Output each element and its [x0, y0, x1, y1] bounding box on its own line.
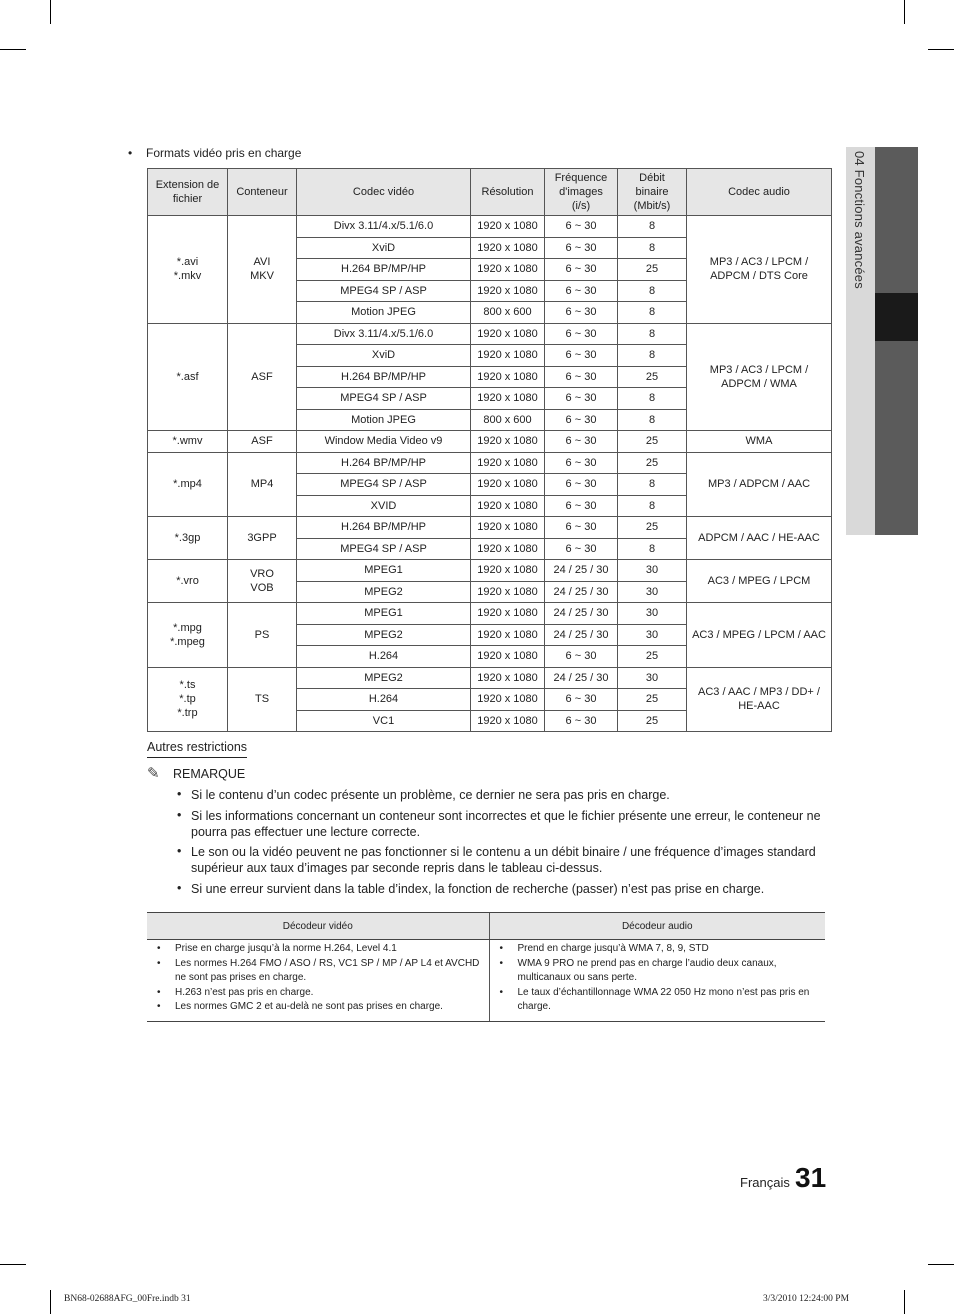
table-row	[148, 431, 832, 453]
header-extension: Extension de fichier	[148, 169, 228, 216]
note-heading: ✎ REMARQUE	[147, 765, 246, 782]
cell-resolution: 1920 x 1080	[471, 259, 545, 281]
cell-bitrate: 8	[618, 323, 687, 345]
page-number: 31	[795, 1162, 827, 1193]
cell-resolution: 1920 x 1080	[471, 603, 545, 625]
decoder-table	[147, 912, 825, 1022]
cell-extension: *.asf	[148, 323, 228, 431]
cell-frame-rate: 6 ~ 30	[545, 689, 618, 711]
audio-decoder-header: Décodeur audio	[489, 913, 825, 940]
cell-video-codec: MPEG4 SP / ASP	[297, 280, 471, 302]
cell-video-codec: H.264 BP/MP/HP	[297, 517, 471, 539]
crop-mark	[0, 49, 26, 50]
list-item-text: Prend en charge jusqu’à WMA 7, 8, 9, STD	[517, 943, 709, 954]
print-slug-date: 3/3/2010 12:24:00 PM	[763, 1294, 850, 1304]
cell-extension: *.vro	[148, 560, 228, 603]
cell-video-codec: Motion JPEG	[297, 302, 471, 324]
list-item	[153, 957, 483, 986]
cell-container: TS	[228, 667, 297, 732]
cell-audio-codec: WMA	[687, 431, 832, 453]
note-item	[175, 787, 825, 803]
crop-mark	[0, 1264, 26, 1265]
cell-resolution: 1920 x 1080	[471, 431, 545, 453]
cell-frame-rate: 6 ~ 30	[545, 366, 618, 388]
crop-mark	[928, 49, 954, 50]
cell-container: ASF	[228, 431, 297, 453]
cell-container: AVI MKV	[228, 216, 297, 324]
cell-bitrate: 8	[618, 237, 687, 259]
cell-extension: *.wmv	[148, 431, 228, 453]
cell-bitrate: 8	[618, 474, 687, 496]
cell-resolution: 1920 x 1080	[471, 560, 545, 582]
table-row	[148, 216, 832, 238]
cell-resolution: 1920 x 1080	[471, 237, 545, 259]
bullet: •	[499, 943, 504, 954]
cell-resolution: 1920 x 1080	[471, 689, 545, 711]
cell-video-codec: H.264	[297, 689, 471, 711]
cell-container: MP4	[228, 452, 297, 517]
crop-mark	[50, 0, 51, 24]
cell-video-codec: MPEG1	[297, 560, 471, 582]
footer-language: Français	[740, 1175, 790, 1190]
cell-extension: *.mp4	[148, 452, 228, 517]
cell-frame-rate: 6 ~ 30	[545, 409, 618, 431]
crop-mark	[904, 1290, 905, 1314]
cell-resolution: 1920 x 1080	[471, 323, 545, 345]
note-text: Si le contenu d’un codec présente un problème, ce dernier ne sera pas pris en charge.	[191, 788, 670, 802]
cell-resolution: 1920 x 1080	[471, 517, 545, 539]
table-row	[148, 323, 832, 345]
bullet: •	[499, 957, 504, 969]
cell-audio-codec: MP3 / AC3 / LPCM / ADPCM / DTS Core	[687, 216, 832, 324]
cell-audio-codec: ADPCM / AAC / HE-AAC	[687, 517, 832, 560]
cell-video-codec: H.264 BP/MP/HP	[297, 259, 471, 281]
list-item	[153, 1000, 483, 1015]
cell-bitrate: 8	[618, 388, 687, 410]
chapter-label: 04 Fonctions avancées	[852, 151, 867, 289]
section-title: • Formats vidéo pris en charge	[128, 146, 302, 160]
cell-resolution: 1920 x 1080	[471, 280, 545, 302]
cell-frame-rate: 6 ~ 30	[545, 323, 618, 345]
cell-bitrate: 8	[618, 216, 687, 238]
header-frame-rate: Fréquence d'images (i/s)	[545, 169, 618, 216]
table-row	[148, 452, 832, 474]
header-resolution: Résolution	[471, 169, 545, 216]
cell-video-codec: H.264 BP/MP/HP	[297, 452, 471, 474]
cell-resolution: 1920 x 1080	[471, 474, 545, 496]
cell-bitrate: 25	[618, 517, 687, 539]
cell-bitrate: 25	[618, 366, 687, 388]
cell-resolution: 1920 x 1080	[471, 452, 545, 474]
cell-container: ASF	[228, 323, 297, 431]
notes-list	[175, 787, 825, 901]
bullet: •	[177, 807, 182, 822]
cell-video-codec: MPEG2	[297, 624, 471, 646]
cell-extension: *.ts *.tp *.trp	[148, 667, 228, 732]
cell-frame-rate: 6 ~ 30	[545, 259, 618, 281]
note-item	[175, 844, 825, 876]
cell-bitrate: 30	[618, 624, 687, 646]
cell-bitrate: 25	[618, 431, 687, 453]
list-item-text: H.263 n’est pas pris en charge.	[175, 986, 314, 998]
cell-resolution: 1920 x 1080	[471, 710, 545, 732]
cell-video-codec: MPEG4 SP / ASP	[297, 538, 471, 560]
bullet: •	[157, 986, 161, 998]
cell-resolution: 1920 x 1080	[471, 538, 545, 560]
cell-audio-codec: AC3 / MPEG / LPCM	[687, 560, 832, 603]
cell-frame-rate: 24 / 25 / 30	[545, 667, 618, 689]
cell-bitrate: 30	[618, 581, 687, 603]
list-item	[496, 942, 820, 957]
bullet: •	[157, 1001, 161, 1012]
note-text: Le son ou la vidéo peuvent ne pas fonctionner si le contenu a un débit binaire / une fréquence d’images standard supérieur aux taux d’images par seconde repris dans le tableau ci-dessus.	[191, 845, 816, 875]
cell-bitrate: 25	[618, 646, 687, 668]
cell-frame-rate: 6 ~ 30	[545, 302, 618, 324]
cell-extension: *.avi *.mkv	[148, 216, 228, 324]
cell-bitrate: 8	[618, 280, 687, 302]
cell-bitrate: 25	[618, 452, 687, 474]
cell-resolution: 1920 x 1080	[471, 624, 545, 646]
bullet: •	[128, 146, 133, 160]
cell-frame-rate: 24 / 25 / 30	[545, 560, 618, 582]
cell-frame-rate: 6 ~ 30	[545, 388, 618, 410]
cell-video-codec: Divx 3.11/4.x/5.1/6.0	[297, 216, 471, 238]
cell-video-codec: Window Media Video v9	[297, 431, 471, 453]
cell-resolution: 1920 x 1080	[471, 581, 545, 603]
crop-mark	[928, 1264, 954, 1265]
cell-bitrate: 30	[618, 560, 687, 582]
chapter-marker	[875, 293, 918, 341]
bullet: •	[157, 957, 161, 969]
bullet: •	[177, 880, 182, 895]
cell-resolution: 800 x 600	[471, 302, 545, 324]
supported-formats-table	[147, 168, 832, 732]
note-text: Si une erreur survient dans la table d’index, la fonction de recherche (passer) n’est pas prise en charge.	[191, 881, 765, 896]
cell-extension: *.mpg *.mpeg	[148, 603, 228, 668]
cell-frame-rate: 6 ~ 30	[545, 431, 618, 453]
video-decoder-list	[147, 940, 489, 1022]
list-item	[496, 957, 820, 986]
cell-container: VRO VOB	[228, 560, 297, 603]
cell-frame-rate: 24 / 25 / 30	[545, 603, 618, 625]
crop-mark	[50, 1290, 51, 1314]
cell-video-codec: Motion JPEG	[297, 409, 471, 431]
cell-frame-rate: 6 ~ 30	[545, 538, 618, 560]
header-container: Conteneur	[228, 169, 297, 216]
note-text: Si les informations concernant un conteneur sont incorrectes et que le fichier présente une erreur, le conteneur ne pourra pas effectuer une lecture correcte.	[191, 808, 821, 839]
bullet: •	[177, 844, 182, 858]
cell-frame-rate: 6 ~ 30	[545, 495, 618, 517]
pencil-icon: ✎	[147, 765, 160, 782]
section-heading: Autres restrictions	[147, 740, 247, 758]
cell-video-codec: Divx 3.11/4.x/5.1/6.0	[297, 323, 471, 345]
header-video-codec: Codec vidéo	[297, 169, 471, 216]
cell-audio-codec: AC3 / AAC / MP3 / DD+ / HE-AAC	[687, 667, 832, 732]
cell-bitrate: 8	[618, 302, 687, 324]
cell-video-codec: MPEG2	[297, 667, 471, 689]
list-item-text: Les normes H.264 FMO / ASO / RS, VC1 SP / MP / AP L4 et AVCHD ne sont pas prises en charge.	[175, 957, 480, 983]
list-item	[153, 942, 483, 957]
bullet: •	[499, 986, 504, 998]
cell-video-codec: MPEG2	[297, 581, 471, 603]
cell-video-codec: XviD	[297, 345, 471, 367]
cell-frame-rate: 24 / 25 / 30	[545, 581, 618, 603]
cell-frame-rate: 6 ~ 30	[545, 646, 618, 668]
cell-video-codec: H.264 BP/MP/HP	[297, 366, 471, 388]
cell-resolution: 1920 x 1080	[471, 216, 545, 238]
cell-video-codec: MPEG4 SP / ASP	[297, 388, 471, 410]
cell-container: PS	[228, 603, 297, 668]
cell-bitrate: 30	[618, 603, 687, 625]
cell-audio-codec: MP3 / AC3 / LPCM / ADPCM / WMA	[687, 323, 832, 431]
cell-resolution: 1920 x 1080	[471, 388, 545, 410]
cell-frame-rate: 6 ~ 30	[545, 216, 618, 238]
cell-video-codec: MPEG1	[297, 603, 471, 625]
list-item-text: WMA 9 PRO ne prend pas en charge l’audio deux canaux, multicanaux ou sans perte.	[517, 957, 777, 983]
print-slug-file: BN68-02688AFG_00Fre.indb 31	[64, 1294, 191, 1304]
cell-video-codec: H.264	[297, 646, 471, 668]
cell-bitrate: 25	[618, 259, 687, 281]
list-item-text: Les normes GMC 2 et au-delà ne sont pas prises en charge.	[175, 1001, 443, 1012]
cell-bitrate: 8	[618, 409, 687, 431]
cell-container: 3GPP	[228, 517, 297, 560]
cell-frame-rate: 6 ~ 30	[545, 452, 618, 474]
cell-audio-codec: AC3 / MPEG / LPCM / AAC	[687, 603, 832, 668]
cell-frame-rate: 6 ~ 30	[545, 710, 618, 732]
cell-bitrate: 30	[618, 667, 687, 689]
cell-frame-rate: 24 / 25 / 30	[545, 624, 618, 646]
cell-video-codec: VC1	[297, 710, 471, 732]
cell-resolution: 1920 x 1080	[471, 366, 545, 388]
note-item	[175, 881, 825, 897]
table-header-row	[148, 169, 832, 216]
list-item	[153, 986, 483, 1001]
cell-video-codec: XVID	[297, 495, 471, 517]
header-audio-codec: Codec audio	[687, 169, 832, 216]
cell-frame-rate: 6 ~ 30	[545, 345, 618, 367]
cell-extension: *.3gp	[148, 517, 228, 560]
bullet: •	[177, 787, 182, 801]
cell-frame-rate: 6 ~ 30	[545, 474, 618, 496]
header-bitrate: Débit binaire (Mbit/s)	[618, 169, 687, 216]
cell-resolution: 1920 x 1080	[471, 646, 545, 668]
table-row	[148, 517, 832, 539]
list-item-text: Le taux d’échantillonnage WMA 22 050 Hz mono n’est pas pris en charge.	[517, 986, 810, 1012]
cell-bitrate: 8	[618, 495, 687, 517]
note-item	[175, 808, 825, 840]
cell-resolution: 800 x 600	[471, 409, 545, 431]
cell-bitrate: 8	[618, 538, 687, 560]
cell-video-codec: XviD	[297, 237, 471, 259]
audio-decoder-list	[489, 940, 825, 1022]
list-item	[496, 986, 820, 1015]
cell-audio-codec: MP3 / ADPCM / AAC	[687, 452, 832, 517]
table-row	[148, 560, 832, 582]
bullet: •	[157, 943, 161, 954]
cell-bitrate: 25	[618, 710, 687, 732]
cell-video-codec: MPEG4 SP / ASP	[297, 474, 471, 496]
cell-frame-rate: 6 ~ 30	[545, 237, 618, 259]
cell-frame-rate: 6 ~ 30	[545, 517, 618, 539]
cell-resolution: 1920 x 1080	[471, 345, 545, 367]
table-row	[148, 603, 832, 625]
cell-frame-rate: 6 ~ 30	[545, 280, 618, 302]
cell-bitrate: 25	[618, 689, 687, 711]
list-item-text: Prise en charge jusqu’à la norme H.264, Level 4.1	[175, 943, 397, 954]
cell-resolution: 1920 x 1080	[471, 667, 545, 689]
cell-bitrate: 8	[618, 345, 687, 367]
cell-resolution: 1920 x 1080	[471, 495, 545, 517]
table-row	[148, 667, 832, 689]
crop-mark	[904, 0, 905, 24]
chapter-side-tab	[846, 147, 918, 535]
video-decoder-header: Décodeur vidéo	[147, 913, 489, 940]
